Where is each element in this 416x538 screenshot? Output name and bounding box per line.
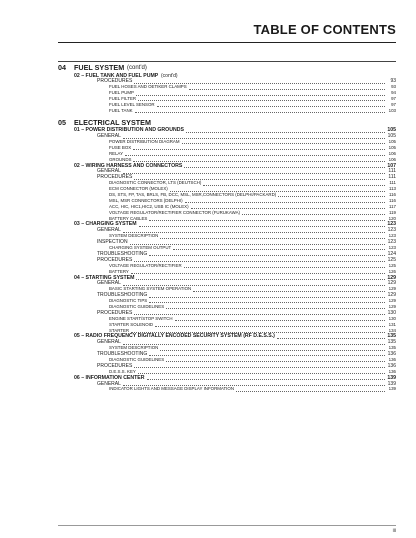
- item-title: SYSTEM DESCRIPTION: [109, 345, 159, 351]
- page-ref: 125: [387, 256, 396, 263]
- page-ref: 119: [389, 209, 396, 215]
- page-ref: 105: [388, 144, 396, 150]
- item-title: CHARGING SYSTEM OUTPUT: [109, 245, 172, 251]
- dot-leader: [135, 112, 385, 113]
- section-title: GENERAL: [97, 168, 121, 175]
- page-ref: 106: [388, 150, 396, 156]
- page-ref: 123: [387, 221, 396, 228]
- section-title: GENERAL: [97, 133, 121, 140]
- page-ref: 129: [387, 280, 396, 287]
- item-title: STARTER SOLENOID: [109, 321, 153, 327]
- page-ref: 134: [388, 327, 396, 333]
- item-title: INDICATOR LIGHTS AND MESSAGE DISPLAY INFORMATION: [109, 386, 234, 392]
- page-ref: 93: [390, 78, 396, 85]
- item-title: FUSE BOX: [109, 144, 132, 150]
- page-ref: 124: [387, 250, 396, 257]
- item-title: D.E.S.S. KEY: [109, 368, 136, 374]
- page-ref: 123: [387, 227, 396, 234]
- section-title: TROUBLESHOOTING: [97, 250, 148, 257]
- page-ref: 130: [388, 315, 396, 321]
- item-title: BATTERY: [109, 268, 129, 274]
- page-ref: 105: [387, 127, 396, 134]
- page-ref: 97: [391, 101, 396, 107]
- page-ref: 136: [388, 356, 396, 362]
- page-ref: 111: [388, 168, 396, 175]
- section-title: TROUBLESHOOTING: [97, 292, 148, 299]
- section-title: PROCEDURES: [97, 78, 133, 85]
- page-ref: 129: [387, 292, 396, 299]
- page-ref: 113: [389, 186, 396, 192]
- item-title: VOLTAGE REGULATOR/RECTIFIER CONNECTOR (FURUKAWA): [109, 209, 240, 215]
- page-ref: 125: [388, 262, 396, 268]
- page-ref: 123: [388, 245, 396, 251]
- toc-chapter-row[interactable]: [0, 64, 416, 73]
- subsection-title: 02 – FUEL TANK AND FUEL PUMP: [74, 72, 159, 79]
- item-title: ENGINE START/STOP SWITCH: [109, 315, 173, 321]
- item-title: FUEL LEVEL SENSOR: [109, 101, 155, 107]
- page-ref: 116: [389, 197, 396, 203]
- section-title: PROCEDURES: [97, 174, 133, 181]
- toc-chapter-row[interactable]: [0, 119, 416, 128]
- item-title: FUEL TANK: [109, 107, 133, 113]
- page-ref: 126: [388, 268, 396, 274]
- section-title: GENERAL: [97, 280, 121, 287]
- page-ref: 131: [388, 321, 396, 327]
- toc-item-row[interactable]: [0, 386, 416, 392]
- page-ref: 135: [388, 345, 396, 351]
- page-ref: 130: [387, 309, 396, 316]
- chapter-number: 04: [58, 63, 66, 72]
- item-title: DIAGNOSTIC GUIDELINES: [109, 356, 165, 362]
- section-title: GENERAL: [97, 380, 121, 387]
- section-title: INSPECTION: [97, 239, 128, 246]
- item-title: MSL, MSR CONNECTORS (DELPHI): [109, 197, 183, 203]
- item-title: SYSTEM DESCRIPTION: [109, 233, 159, 239]
- page-ref: 105: [387, 133, 396, 140]
- toc-item-row[interactable]: [0, 108, 416, 114]
- section-title: GENERAL: [97, 227, 121, 234]
- subsection-title: 03 – CHARGING SYSTEM: [74, 221, 137, 228]
- page-ref: 105: [388, 139, 396, 145]
- item-title: FUEL FILTER: [109, 96, 137, 102]
- page-ref: 111: [389, 180, 396, 186]
- page-ref: 123: [387, 239, 396, 246]
- chapter-title: ELECTRICAL SYSTEM: [74, 117, 151, 127]
- item-title: STARTER: [109, 327, 130, 333]
- dot-leader: [236, 391, 385, 392]
- page-ref: 103: [388, 107, 396, 113]
- section-title: PROCEDURES: [97, 256, 133, 263]
- page-ref: 135: [387, 339, 396, 346]
- subsection-title: 05 – RADIO FREQUENCY DIGITALLY ENCODED SECURITY SYSTEM (RF D.E.S.S.): [74, 333, 275, 340]
- subsection-title: 01 – POWER DISTRIBUTION AND GROUNDS: [74, 127, 184, 134]
- chapter-title: FUEL SYSTEM: [74, 63, 125, 72]
- item-title: DIAGNOSTIC TIPS: [109, 298, 148, 304]
- page-ref: 129: [388, 298, 396, 304]
- item-title: ACC, HIC, HIC1,HIC2, USB IC (MOLEX): [109, 203, 189, 209]
- item-title: VOLTAGE REGULATOR/RECTIFIER: [109, 262, 182, 268]
- page-ref: 97: [391, 96, 396, 102]
- chapter-rule: [58, 61, 396, 62]
- item-title: DS, STS, FP, TAS, BRLS, FB, DCC, MSL, MSR,CONNECTORS (DELPHI/PACKARD): [109, 192, 277, 198]
- item-title: DIAGNOSTIC CONNECTOR, LTS (DEUTSCH): [109, 180, 202, 186]
- chapter-number: 05: [58, 117, 66, 127]
- page-ref: 111: [388, 174, 396, 181]
- item-title: BATTERY CABLES: [109, 215, 148, 221]
- page-ref: 93: [391, 84, 396, 90]
- item-title: RELAY: [109, 150, 124, 156]
- item-title: FUEL HOSES AND OETIKER CLAMPS: [109, 84, 187, 90]
- page-ref: 129: [387, 274, 396, 281]
- page-number: iii: [392, 528, 396, 534]
- section-title: GENERAL: [97, 339, 121, 346]
- page-title: TABLE OF CONTENTS: [253, 22, 396, 37]
- page-ref: 139: [388, 386, 396, 392]
- page-ref: 129: [388, 286, 396, 292]
- subsection-title: 02 – WIRING HARNESS AND CONNECTORS: [74, 162, 183, 169]
- page-ref: 135: [387, 333, 396, 340]
- table-of-contents: [0, 64, 416, 392]
- page-ref: 123: [388, 233, 396, 239]
- page-ref: 139: [387, 374, 396, 381]
- item-title: GROUNDS: [109, 156, 132, 162]
- continued-note: (cont'd): [127, 65, 147, 71]
- page-ref: 94: [391, 90, 396, 96]
- page-ref: 107: [387, 162, 396, 169]
- header-rule: [58, 42, 396, 43]
- page-ref: 117: [389, 203, 396, 209]
- section-title: PROCEDURES: [97, 362, 133, 369]
- item-title: DIAGNOSTIC GUIDELINES: [109, 303, 165, 309]
- item-title: BASIC STARTING SYSTEM OPERATION: [109, 286, 192, 292]
- page-ref: 136: [387, 362, 396, 369]
- continued-note: (cont'd): [161, 72, 178, 79]
- subsection-title: 06 – INFORMATION CENTER: [74, 374, 145, 381]
- item-title: POWER DISTRIBUTION DIAGRAM: [109, 139, 180, 145]
- page-ref: 136: [388, 368, 396, 374]
- item-title: ECM CONNECTOR (MOLEX): [109, 186, 168, 192]
- page-ref: 129: [388, 303, 396, 309]
- page-ref: 116: [389, 192, 396, 198]
- page-ref: 136: [387, 351, 396, 358]
- item-title: FUEL PUMP: [109, 90, 134, 96]
- section-title: TROUBLESHOOTING: [97, 351, 148, 358]
- subsection-title: 04 – STARTING SYSTEM: [74, 274, 135, 281]
- footer-rule: [58, 525, 396, 526]
- section-title: PROCEDURES: [97, 309, 133, 316]
- page-ref: 106: [388, 156, 396, 162]
- page-ref: 139: [387, 380, 396, 387]
- page-ref: 120: [388, 215, 396, 221]
